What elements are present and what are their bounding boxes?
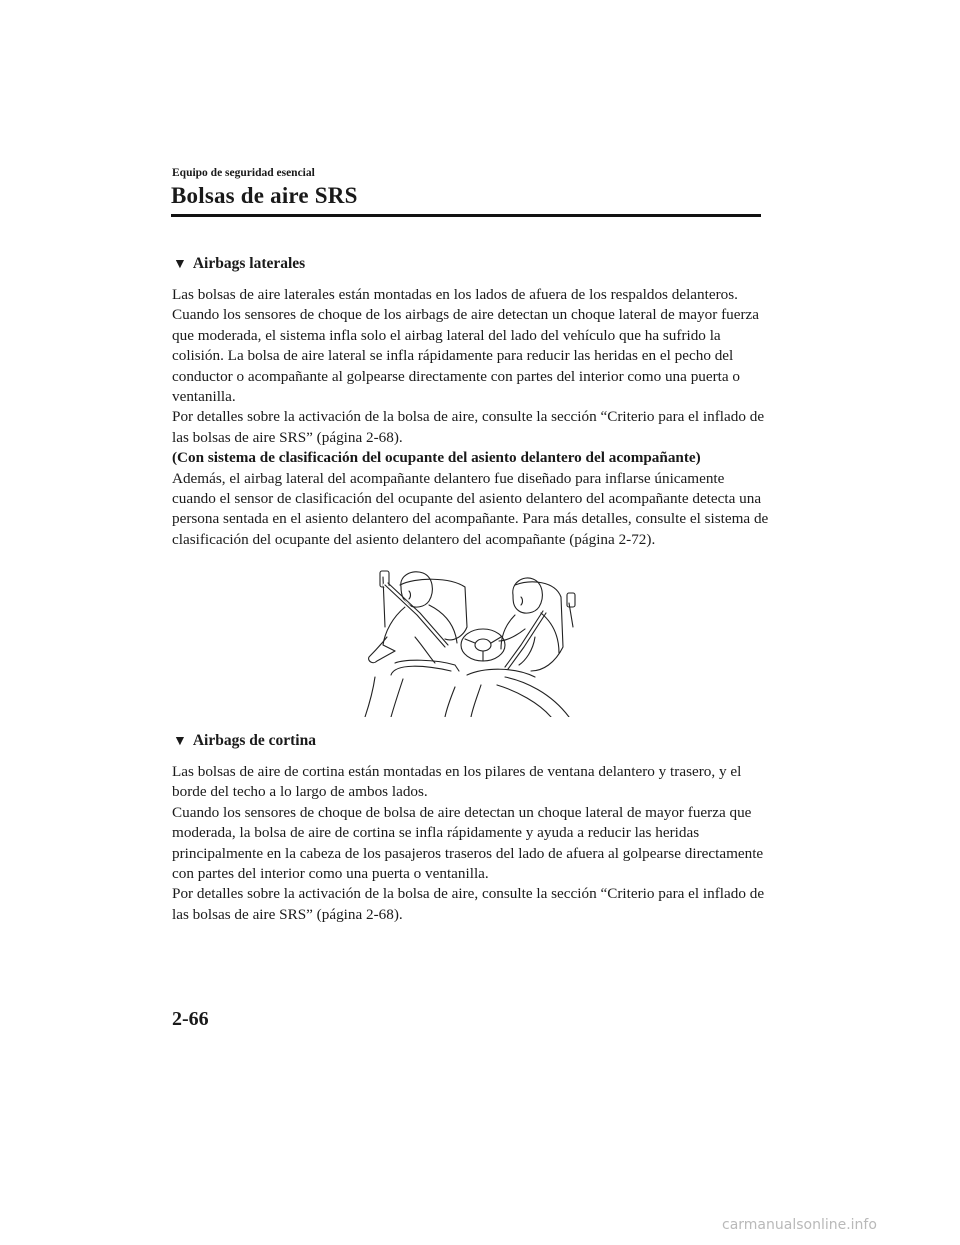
triangle-marker-icon: ▼	[173, 257, 187, 272]
paragraph: Cuando los sensores de choque de bolsa de aire detectan un choque lateral de mayor fuerza que moderada, la bolsa de aire de cortina se infla rápidamente y ayuda a reducir las heridas principalmente en la cabeza de los pasajeros traseros del lado de afuera al golpearse directamente con partes del interior como una puerta o ventanilla.	[172, 803, 764, 883]
paragraph: Además, el airbag lateral del acompañante delantero fue diseñado para inflarse únicamente cuando el sensor de clasificación del ocupante del asiento delantero del acompañante detecta una persona sentada en el asiento delantero del acompañante. Para más detalles, consulte el sistema de clasificación del ocupante del asiento delantero del acompañante (página 2-72).	[172, 469, 769, 548]
paragraph: Por detalles sobre la activación de la bolsa de aire, consulte la sección “Criterio para el inflado de las bolsas de aire SRS” (página 2-68).	[172, 408, 765, 446]
triangle-marker-icon: ▼	[173, 734, 187, 749]
section-heading-text: Airbags de cortina	[192, 732, 316, 749]
paragraph: Las bolsas de aire laterales están montadas en los lados de afuera de los respaldos delanteros.	[172, 286, 738, 303]
occupants-illustration	[355, 567, 585, 717]
paragraph-bold: (Con sistema de clasificación del ocupante del asiento delantero del acompañante)	[172, 449, 701, 467]
section-body-airbags-de-cortina	[172, 762, 772, 925]
paragraph: Las bolsas de aire de cortina están montadas en los pilares de ventana delantero y trasero, y el borde del techo a lo largo de ambos lados.	[172, 763, 742, 801]
header-divider	[171, 214, 761, 217]
paragraph: Por detalles sobre la activación de la bolsa de aire, consulte la sección “Criterio para el inflado de las bolsas de aire SRS” (página 2-68).	[172, 885, 765, 923]
section-body-airbags-laterales	[172, 285, 772, 550]
paragraph: Cuando los sensores de choque de los airbags de aire detectan un choque lateral de mayor fuerza que moderada, el sistema infla solo el airbag lateral del lado del vehículo que ha sufrido la colisión. La bolsa de aire lateral se infla rápidamente para reducir las heridas en el pecho del conductor o acompañante al golpearse directamente con partes del interior como una puerta o ventanilla.	[172, 306, 760, 406]
section-heading-text: Airbags laterales	[192, 255, 306, 272]
section-heading-airbags-de-cortina	[173, 732, 316, 750]
page-number: 2-66	[172, 1008, 209, 1030]
page-title: Bolsas de aire SRS	[171, 183, 358, 208]
section-heading-airbags-laterales	[173, 255, 305, 273]
section-category: Equipo de seguridad esencial	[172, 167, 315, 179]
watermark: carmanualsonline.info	[722, 1217, 877, 1233]
